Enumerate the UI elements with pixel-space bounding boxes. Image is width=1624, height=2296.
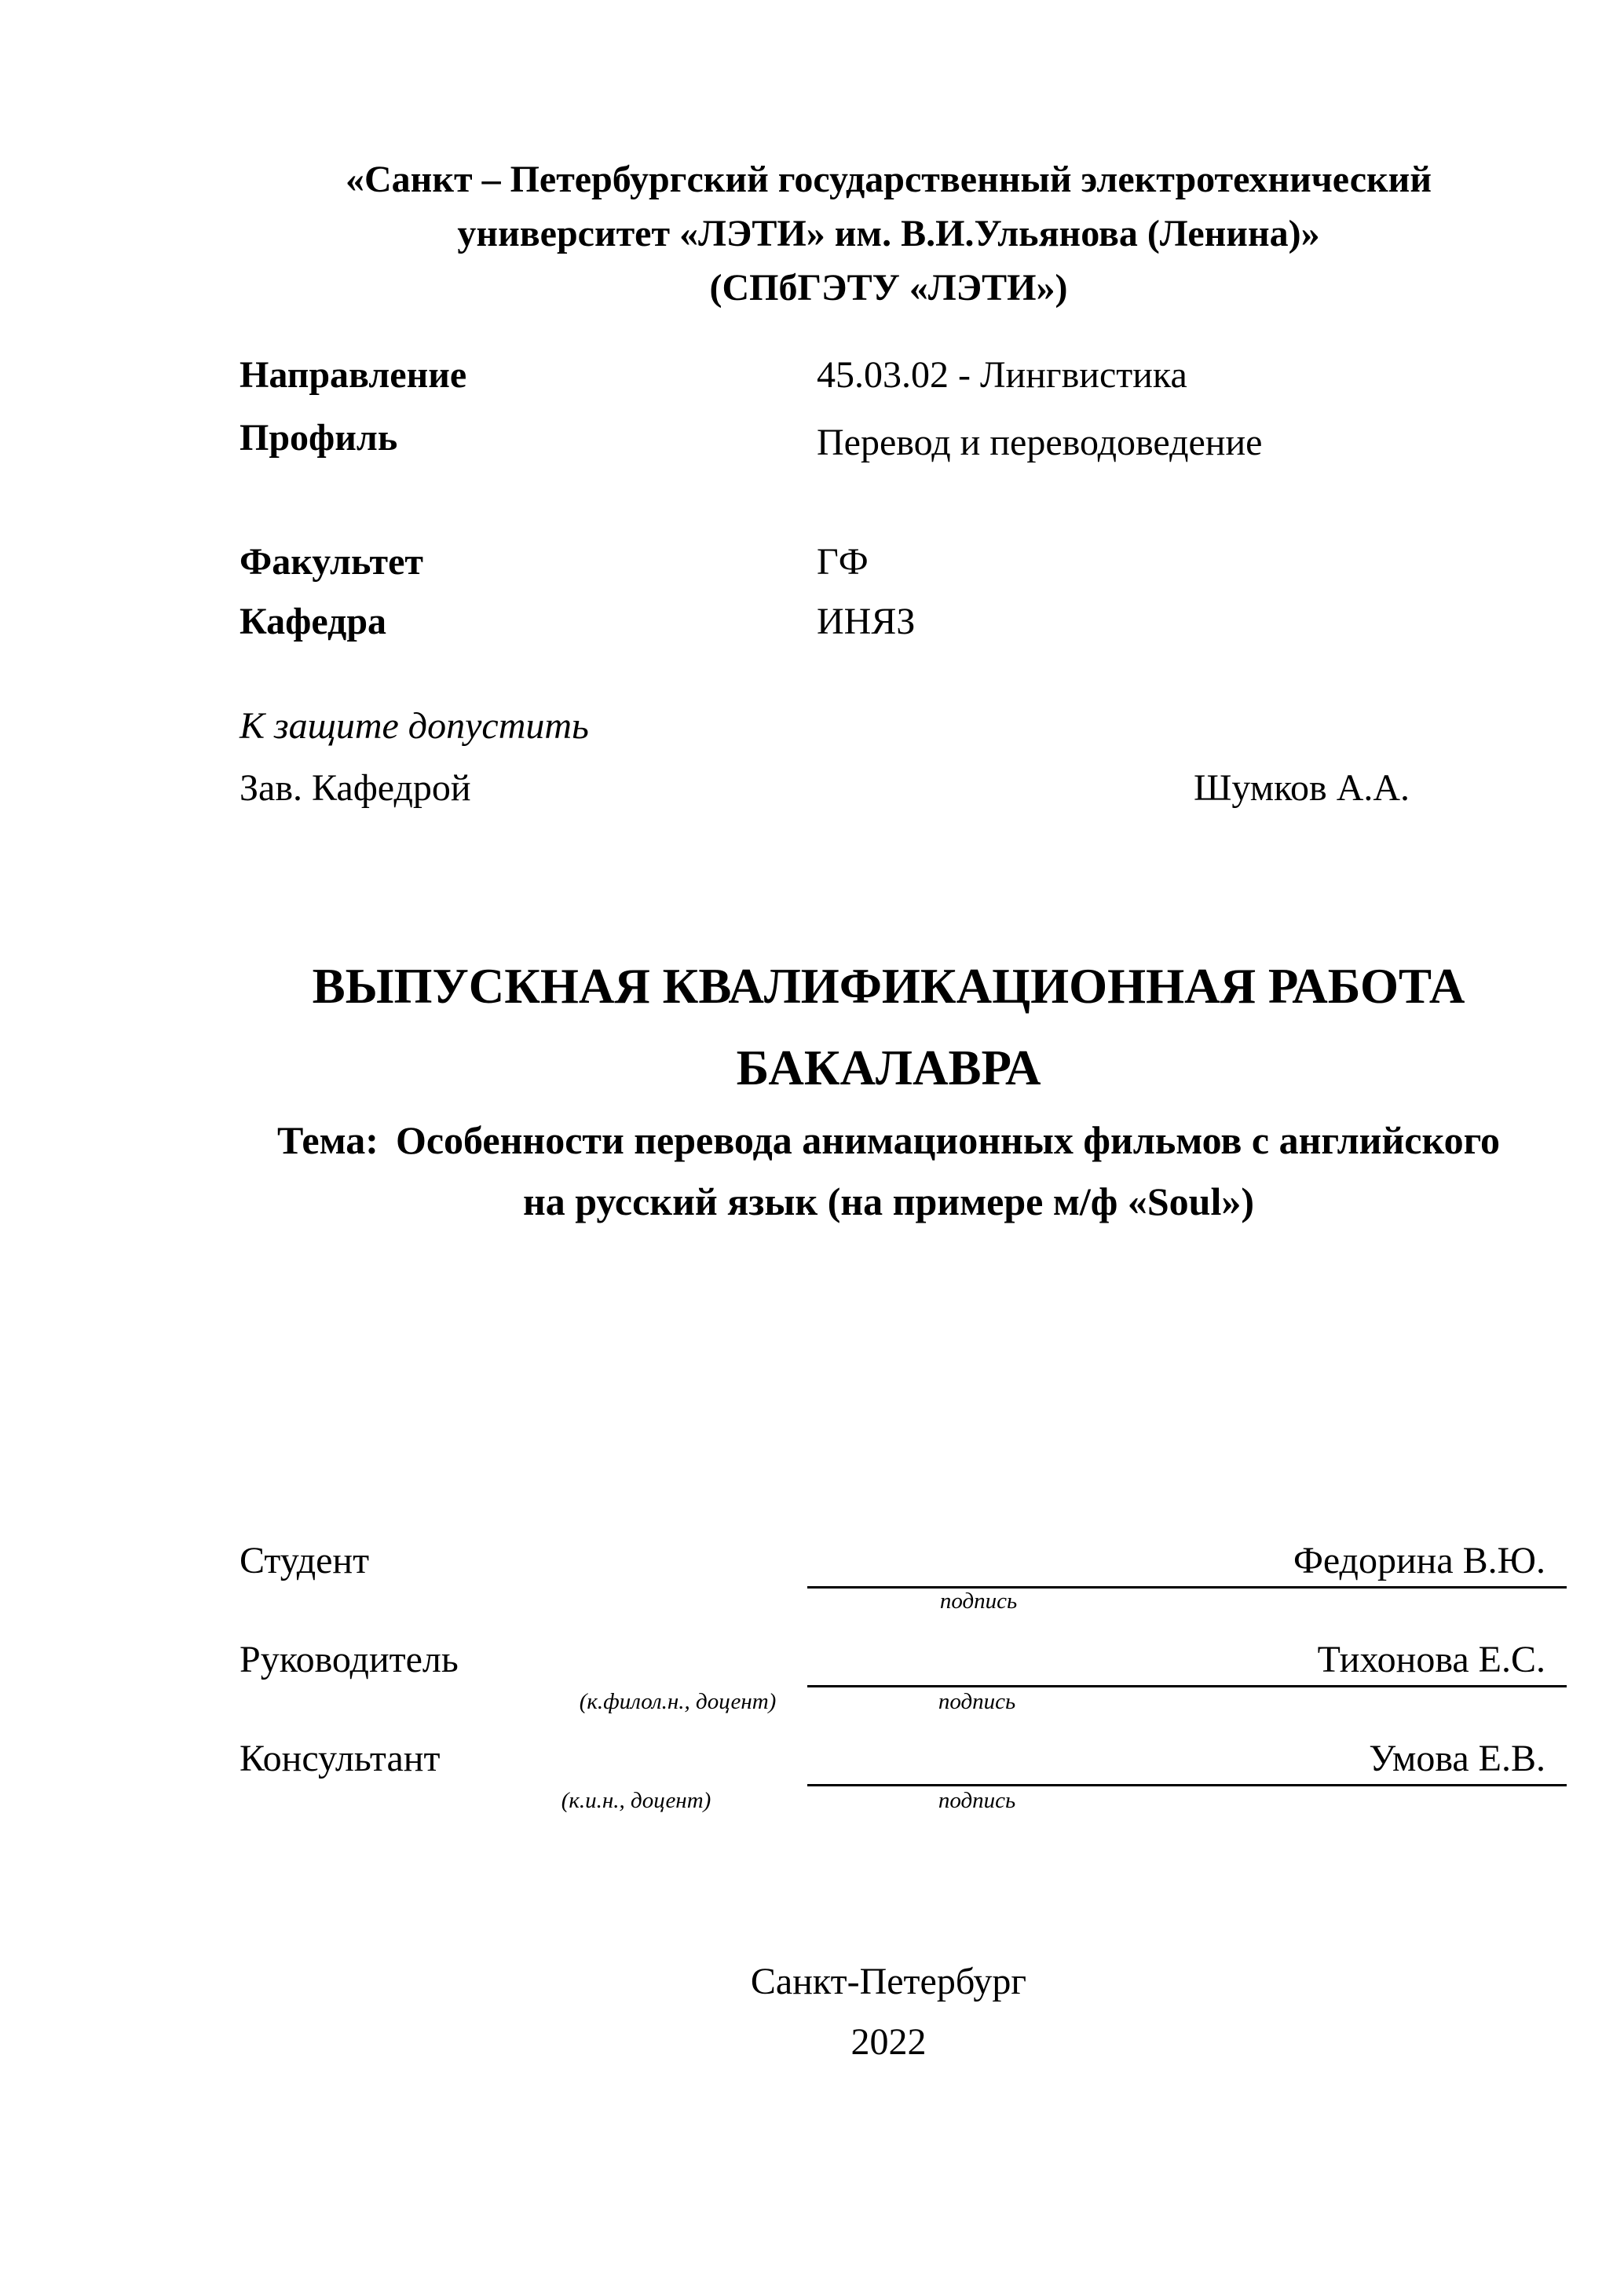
field-value-kafedra: ИНЯЗ	[817, 601, 916, 642]
signature-role-student: Студент	[240, 1540, 370, 1581]
signature-name-student: Федорина В.Ю.	[1293, 1540, 1545, 1581]
topic-text-1: Особенности перевода анимационных фильмов с английского	[395, 1118, 1501, 1162]
signature-degree-consultant: (к.и.н., доцент)	[561, 1788, 711, 1813]
signature-role-supervisor: Руководитель	[240, 1639, 459, 1680]
admission-note: К защите допустить	[240, 705, 589, 747]
field-label-profil: Профиль	[240, 417, 398, 459]
signature-degree-supervisor: (к.филол.н., доцент)	[579, 1689, 777, 1714]
field-value-fakultet: ГФ	[817, 541, 869, 583]
university-header-line-3: (СПбГЭТУ «ЛЭТИ»)	[709, 267, 1068, 309]
signature-name-consultant: Умова Е.В.	[1369, 1738, 1545, 1779]
field-label-fakultet: Факультет	[240, 541, 423, 583]
topic-line-1	[240, 1114, 1538, 1166]
signature-caption-student: подпись	[939, 1589, 1018, 1614]
work-title-line-2: БАКАЛАВРА	[736, 1040, 1041, 1095]
topic-line-2: на русский язык (на примере м/ф «Soul»)	[522, 1179, 1255, 1223]
signature-line-consultant	[807, 1784, 1567, 1786]
topic-label: Тема:	[276, 1118, 379, 1162]
work-title-line-1: ВЫПУСКНАЯ КВАЛИФИКАЦИОННАЯ РАБОТА	[312, 959, 1465, 1014]
admission-head-name: Шумков А.А.	[1194, 767, 1410, 809]
signature-caption-supervisor: подпись	[938, 1689, 1016, 1714]
footer-city: Санкт-Петербург	[750, 1961, 1027, 2002]
footer-year: 2022	[850, 2021, 927, 2063]
field-label-kafedra: Кафедра	[240, 601, 387, 642]
admission-role: Зав. Кафедрой	[240, 767, 471, 809]
field-value-profil: Перевод и переводоведение	[817, 422, 1263, 463]
signature-caption-consultant: подпись	[938, 1788, 1016, 1813]
university-header-line-1: «Санкт – Петербургский государственный электротехнический	[346, 159, 1432, 200]
field-value-napravlenie: 45.03.02 - Лингвистика	[817, 354, 1187, 396]
university-header-line-2: университет «ЛЭТИ» им. В.И.Ульянова (Ленина)»	[457, 213, 1320, 254]
signature-name-supervisor: Тихонова Е.С.	[1317, 1639, 1545, 1680]
field-label-napravlenie: Направление	[240, 354, 467, 396]
signature-line-student	[807, 1586, 1567, 1589]
signature-line-supervisor	[807, 1685, 1567, 1687]
signature-role-consultant: Консультант	[240, 1738, 441, 1779]
university-header	[240, 152, 1538, 315]
